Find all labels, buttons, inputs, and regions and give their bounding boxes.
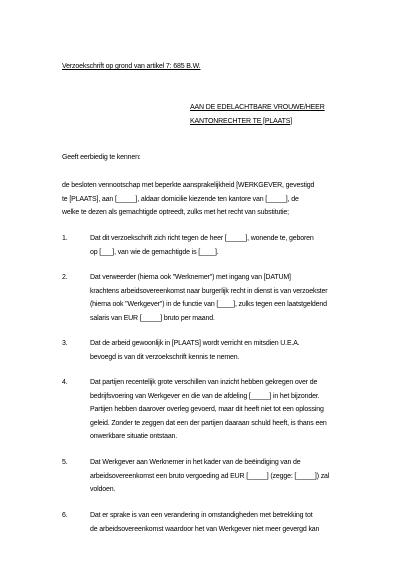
intro-line: te [PLAATS], aan [_____], aldaar domicilie kiezende ten kantore van [_____], de	[62, 195, 299, 203]
intro-paragraph	[62, 179, 352, 220]
paragraph-number: 4.	[62, 379, 68, 386]
paragraph-number: 1.	[62, 235, 68, 242]
paragraph-line: krachtens arbeidsovereenkomst naar burgerlijk recht in dienst is van verzoekster	[90, 287, 328, 295]
paragraph-line: Dat partijen recentelijk grote verschillen van inzicht hebben gekregen over de	[90, 379, 318, 386]
intro-line: welke te dezen als gemachtigde optreedt, zulks met het recht van substitutie;	[62, 209, 289, 216]
paragraph-number: 5.	[62, 459, 68, 466]
paragraph-line: Dat dit verzoekschrift zich richt tegen de heer [_____], wonende te, geboren	[90, 235, 314, 242]
document-heading: Verzoekschrift op grond van artikel 7: 685 B.W.	[62, 63, 201, 70]
paragraph-number: 2.	[62, 274, 68, 281]
paragraph-line: Dat er sprake is van een verandering in omstandigheden met betrekking tot	[90, 512, 313, 519]
paragraph-line: op [___], van wie de gemachtigde is [____].	[90, 248, 219, 256]
paragraph-line: voldoen.	[90, 486, 116, 493]
paragraph-line: onwerkbare situatie ontstaan.	[90, 433, 178, 440]
paragraph-number: 3.	[62, 340, 68, 347]
salutation: Geeft eerbiedig te kennen:	[62, 154, 141, 161]
paragraph-line: Dat Werkgever aan Werknemer in het kader van de beëindiging van de	[90, 459, 301, 466]
paragraph-line: Dat verweerder (hierna ook "Werknemer") met ingang van [DATUM]	[90, 274, 291, 281]
paragraph-line: Dat de arbeid gewoonlijk in [PLAATS] wordt verricht en mitsdien U.E.A.	[90, 340, 300, 347]
paragraph-line: de arbeidsovereenkomst waardoor het van Werkgever niet meer gevergd kan	[90, 525, 320, 533]
intro-line: de besloten vennootschap met beperkte aansprakelijkheid [WERKGEVER, gevestigd	[62, 182, 315, 189]
paragraph-line: geleid. Zonder te zeggen dat een der partijen daaraan schuld heeft, is thans een	[90, 419, 327, 427]
paragraph-line: arbeidsovereenkomst een bruto vergoeding ad EUR [_____] (zegge: [_____]) zal	[90, 472, 330, 480]
paragraph-line: (hierna ook "Werkgever") in de functie van [____], zulks tegen een laatstgeldend	[90, 301, 327, 308]
paragraph-line: salaris van EUR [_____] bruto per maand.	[90, 314, 215, 322]
address-line-2: KANTONRECHTER TE [PLAATS]	[190, 117, 293, 125]
paragraph-line: bedrijfsvoering van Werkgever en die van de afdeling [_____] in het bijzonder.	[90, 392, 320, 400]
address-line-1: AAN DE EDELACHTBARE VROUWE/HEER	[190, 104, 325, 111]
paragraph-line: bevoegd is van dit verzoekschrift kennis te nemen.	[90, 353, 240, 361]
paragraph-number: 6.	[62, 512, 68, 519]
paragraph-line: Partijen hebben daarover overleg gevoerd, maar dit heeft niet tot een oplossing	[90, 406, 324, 413]
